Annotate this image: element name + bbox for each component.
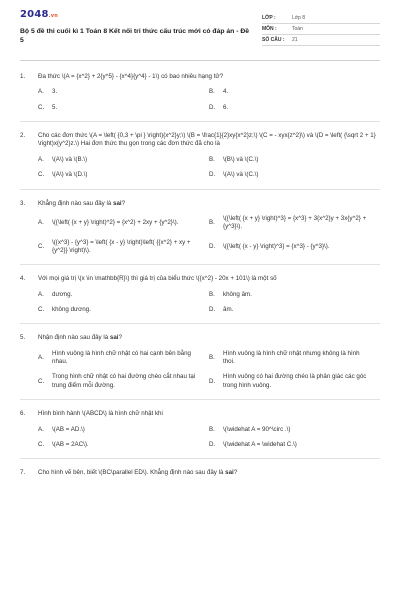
option-a[interactable] (38, 426, 209, 434)
option-text: Trong hình chữ nhật có hai đường chéo cắt nhau tại trung điểm mỗi đường. (52, 373, 196, 389)
option-text: \({x^3} - {y^3} = \left( {x - y} \right)\left( {{x^2} + xy + {y^2}} \right)\). (52, 238, 191, 254)
exam-header (20, 8, 380, 46)
option-d[interactable] (209, 373, 380, 390)
meta-value: Toán (292, 25, 303, 32)
question-text: Cho các đơn thức \(A = \left( {0,3 + \pi } \right){x^2}y;\) \(B = \frac{1}{2}xy{x^2}z;\) \(C = - xyx{z^2}\) và \(D = \left( {\sqrt 2 + 1} \right)x{y^2}z.\) Hai đơn thức thu gọn trong các đơn thức đã cho là (38, 132, 376, 148)
header-divider (20, 60, 380, 61)
option-c[interactable] (38, 171, 209, 179)
option-letter: A. (38, 425, 44, 433)
option-text: \(A\) và \(D.\) (52, 171, 88, 179)
meta-label: MÔN : (262, 25, 277, 32)
option-letter: A. (38, 88, 44, 96)
option-text: Hình vuông là hình chữ nhật nhưng không là hình thoi. (223, 349, 360, 366)
question-4 (20, 275, 380, 324)
stem-pre: Nhận định nào sau đây là (38, 334, 110, 342)
question-text: Với mọi giá trị \(x \in \mathbb{R}\) thì giá trị của biểu thức \({x^2} - 20x + 101\) là một số (38, 275, 277, 283)
option-letter: C. (38, 242, 45, 250)
header-left (20, 8, 250, 45)
question-stem (20, 469, 380, 477)
option-text: Hình vuông là hình chữ nhật có hai cạnh bên bằng nhau. (52, 349, 191, 366)
option-a[interactable] (38, 156, 209, 164)
question-number: 1. (20, 73, 26, 80)
option-letter: C. (38, 306, 45, 314)
option-text: \({\left( {x + y} \right)^3} = {x^3} + 3{x^2}y + 3x{y^2} + {y^3}\). (223, 214, 367, 231)
option-b[interactable] (209, 88, 380, 96)
option-letter: B. (209, 155, 215, 163)
stem-post: ? (118, 334, 122, 342)
question-list (20, 73, 380, 478)
option-text: không âm. (223, 290, 252, 298)
question-number: 6. (20, 410, 26, 418)
option-text: \(\widehat A = \widehat C.\) (223, 440, 297, 448)
option-a[interactable] (38, 88, 209, 96)
option-text: 3. (52, 88, 58, 96)
option-text: âm. (223, 306, 234, 314)
site-logo[interactable] (20, 8, 250, 22)
question-1 (20, 73, 380, 122)
option-list (38, 291, 380, 322)
option-c[interactable] (38, 239, 209, 256)
stem-post: ? (233, 469, 238, 477)
option-letter: D. (209, 440, 216, 448)
stem-emphasis: sai (109, 334, 119, 342)
option-a[interactable] (38, 291, 209, 299)
option-letter: D. (209, 242, 216, 250)
question-5 (20, 334, 380, 400)
option-c[interactable] (38, 373, 209, 390)
option-text: \(B\) và \(C.\) (223, 155, 259, 163)
option-text: \({\left( {x + y} \right)^2} = {x^2} + 2xy + {y^2}\). (52, 219, 179, 227)
meta-label: LỚP : (262, 14, 276, 21)
option-list (38, 156, 380, 187)
stem-pre: Khẳng định nào sau đây là (38, 199, 113, 207)
option-a[interactable] (38, 215, 209, 232)
question-text (38, 334, 380, 342)
meta-label: SỐ CÂU : (262, 36, 285, 43)
option-list (38, 215, 380, 262)
option-letter: B. (209, 88, 215, 96)
meta-value: Lớp 8 (292, 14, 306, 21)
question-number: 4. (20, 275, 26, 283)
option-letter: A. (38, 290, 44, 298)
question-2 (20, 132, 380, 189)
option-b[interactable] (209, 426, 380, 434)
option-d[interactable] (209, 306, 380, 314)
option-letter: C. (38, 103, 45, 111)
option-d[interactable] (209, 239, 380, 256)
option-letter: C. (38, 171, 45, 179)
option-letter: A. (38, 219, 44, 227)
option-letter: B. (209, 290, 215, 298)
option-b[interactable] (209, 215, 380, 232)
option-d[interactable] (209, 441, 380, 449)
option-text: 4. (223, 88, 229, 96)
option-text: \(AB = 2AC\). (52, 440, 89, 448)
logo-main: 2048 (20, 9, 49, 20)
question-7 (20, 469, 380, 477)
stem-pre: Cho hình vẽ bên, biết \(BC\parallel ED\). Khẳng định nào sau đây là (38, 469, 226, 477)
option-letter: D. (209, 103, 216, 111)
meta-row-subject (262, 24, 380, 35)
option-c[interactable] (38, 306, 209, 314)
option-b[interactable] (209, 291, 380, 299)
option-letter: C. (38, 377, 45, 385)
option-letter: A. (38, 155, 44, 163)
option-letter: C. (38, 440, 45, 448)
option-list (38, 426, 380, 457)
question-number: 2. (20, 132, 26, 140)
option-text: Hình vuông có hai đường chéo là phân giác các góc trong hình vuông. (223, 373, 367, 389)
option-text: \(\widehat A = 90^\circ .\) (223, 425, 291, 433)
option-text: 6. (223, 103, 229, 111)
question-separator (20, 399, 380, 400)
option-b[interactable] (209, 156, 380, 164)
option-b[interactable] (209, 350, 380, 367)
exam-meta (262, 13, 380, 46)
meta-row-class (262, 13, 380, 24)
option-text: 5. (52, 103, 58, 111)
question-stem (20, 132, 380, 149)
option-list (38, 88, 380, 119)
question-separator (20, 264, 380, 265)
question-6 (20, 410, 380, 459)
option-text: dương. (52, 290, 73, 298)
stem-emphasis: sai (225, 469, 234, 477)
exam-title: Bộ 5 đề thi cuối kì 1 Toán 8 Kết nối tri thức cấu trúc mới có đáp án - Đề 5 (20, 27, 250, 44)
question-stem (20, 200, 380, 208)
question-stem (20, 410, 380, 418)
question-separator (20, 458, 380, 459)
meta-value: 21 (292, 36, 298, 43)
option-a[interactable] (38, 350, 209, 367)
question-text (38, 469, 380, 477)
question-separator (20, 189, 380, 190)
option-letter: D. (209, 377, 216, 385)
question-stem (20, 73, 380, 81)
option-text: \(A\) và \(C.\) (223, 171, 259, 179)
option-text: \({\left( {x - y} \right)^3} = {x^3} - {y^3}\). (223, 242, 330, 250)
option-letter: D. (209, 306, 216, 314)
option-letter: B. (209, 219, 215, 227)
question-text: Hình bình hành \(ABCD\) là hình chữ nhật khi (38, 410, 163, 418)
question-3 (20, 200, 380, 266)
meta-row-count (262, 35, 380, 46)
question-separator (20, 323, 380, 324)
option-letter: B. (209, 425, 215, 433)
option-c[interactable] (38, 104, 209, 112)
question-number: 7. (20, 469, 26, 477)
option-d[interactable] (209, 104, 380, 112)
option-c[interactable] (38, 441, 209, 449)
option-text: \(AB = AD.\) (52, 425, 85, 433)
option-letter: A. (38, 353, 44, 361)
stem-post: ? (121, 199, 126, 207)
option-d[interactable] (209, 171, 380, 179)
logo-suffix: .vn (48, 13, 58, 19)
question-text (38, 200, 380, 208)
stem-emphasis: sai (113, 199, 122, 207)
option-text: \(A\) và \(B.\) (52, 155, 88, 163)
question-text: Đa thức \(A = {x^2} + 2{y^5} - {x^4}{y^4} - 1\) có bao nhiêu hạng tử? (38, 73, 224, 80)
option-list (38, 350, 380, 397)
question-number: 5. (20, 334, 26, 342)
option-letter: D. (209, 171, 216, 179)
option-letter: B. (209, 353, 215, 361)
question-stem (20, 334, 380, 342)
question-number: 3. (20, 199, 26, 207)
question-stem (20, 275, 380, 283)
option-text: không dương. (52, 306, 91, 314)
question-separator (20, 121, 380, 122)
